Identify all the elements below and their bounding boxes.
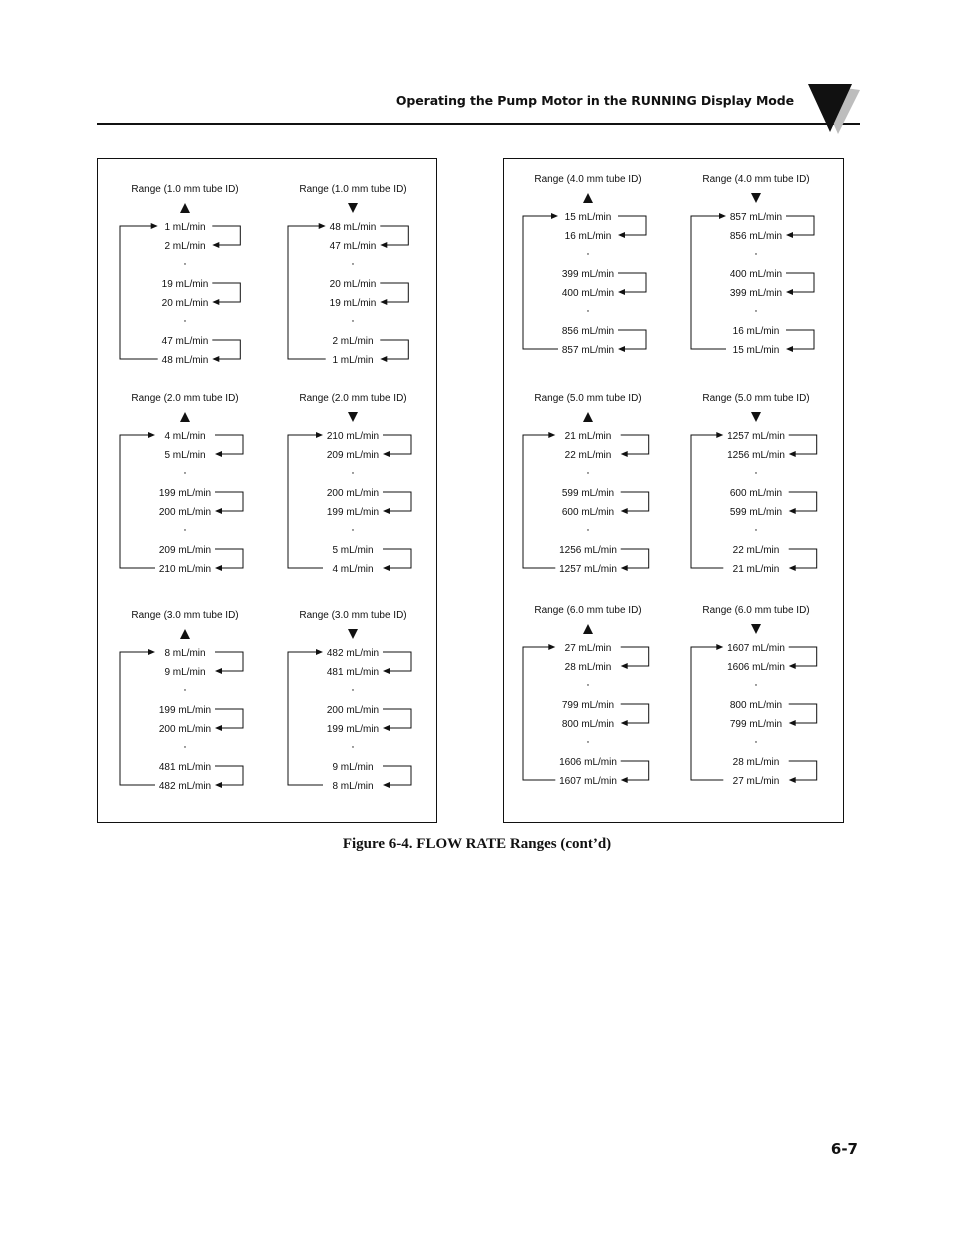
flow-value: 8 mL/min	[164, 648, 206, 659]
range-title: Range (4.0 mm tube ID)	[534, 174, 642, 185]
figure-caption: Figure 6-4. FLOW RATE Ranges (cont’d)	[342, 836, 612, 852]
ellipsis-dot	[352, 320, 353, 321]
flow-value: 400 mL/min	[729, 269, 783, 280]
wrap-connector	[523, 647, 555, 780]
flow-value: 482 mL/min	[326, 648, 380, 659]
step-connector	[380, 283, 408, 302]
left-arrowhead-icon	[789, 508, 796, 514]
left-arrowhead-icon	[618, 346, 625, 352]
flow-value: 600 mL/min	[729, 488, 783, 499]
flow-value: 800 mL/min	[561, 719, 615, 730]
left-arrowhead-icon	[786, 346, 793, 352]
right-arrowhead-icon	[316, 432, 323, 438]
flow-value: 28 mL/min	[732, 757, 780, 768]
left-arrowhead-icon	[215, 725, 222, 731]
down-arrow-icon	[751, 412, 761, 422]
step-connector	[621, 761, 649, 780]
flow-value: 200 mL/min	[158, 507, 212, 518]
ellipsis-dot	[587, 253, 588, 254]
ellipsis-dot	[184, 263, 185, 264]
flow-value: 15 mL/min	[732, 345, 780, 356]
wrap-connector	[288, 652, 323, 785]
right-arrowhead-icon	[719, 213, 726, 219]
right-arrowhead-icon	[148, 649, 155, 655]
left-arrowhead-icon	[621, 777, 628, 783]
right-arrowhead-icon	[716, 644, 723, 650]
left-arrowhead-icon	[789, 720, 796, 726]
step-connector	[380, 340, 408, 359]
left-arrowhead-icon	[789, 777, 796, 783]
flow-value: 16 mL/min	[564, 231, 612, 242]
left-arrowhead-icon	[212, 242, 219, 248]
step-connector	[215, 549, 243, 568]
step-connector	[215, 652, 243, 671]
step-connector	[215, 766, 243, 785]
flow-value: 1607 mL/min	[559, 776, 617, 787]
step-connector	[212, 340, 240, 359]
ellipsis-dot	[755, 253, 756, 254]
step-connector	[789, 492, 817, 511]
flow-value: 1 mL/min	[164, 222, 206, 233]
left-arrowhead-icon	[380, 356, 387, 362]
up-arrow-icon	[180, 629, 190, 639]
flow-value: 200 mL/min	[326, 705, 380, 716]
flow-value: 399 mL/min	[561, 269, 615, 280]
flow-value: 599 mL/min	[561, 488, 615, 499]
down-arrow-icon	[348, 629, 358, 639]
flow-value: 400 mL/min	[561, 288, 615, 299]
flow-value: 856 mL/min	[561, 326, 615, 337]
ellipsis-dot	[352, 263, 353, 264]
left-arrowhead-icon	[212, 356, 219, 362]
flow-value: 1 mL/min	[332, 355, 374, 366]
flow-range-12	[691, 605, 817, 787]
down-arrow-icon	[348, 412, 358, 422]
ellipsis-dot	[587, 529, 588, 530]
right-arrowhead-icon	[151, 223, 158, 229]
range-title: Range (2.0 mm tube ID)	[131, 393, 239, 404]
step-connector	[786, 330, 814, 349]
step-connector	[621, 549, 649, 568]
left-arrowhead-icon	[383, 508, 390, 514]
ellipsis-dot	[184, 320, 185, 321]
range-title: Range (6.0 mm tube ID)	[702, 605, 810, 616]
step-connector	[789, 549, 817, 568]
down-arrow-icon	[348, 203, 358, 213]
step-connector	[618, 330, 646, 349]
ellipsis-dot	[755, 472, 756, 473]
wrap-connector	[691, 647, 723, 780]
flow-value: 22 mL/min	[564, 450, 612, 461]
down-arrow-icon	[751, 193, 761, 203]
wrap-connector	[523, 435, 555, 568]
step-connector	[383, 709, 411, 728]
flow-value: 482 mL/min	[158, 781, 212, 792]
step-connector	[215, 709, 243, 728]
left-arrowhead-icon	[215, 782, 222, 788]
ellipsis-dot	[755, 529, 756, 530]
flow-value: 799 mL/min	[561, 700, 615, 711]
flow-value: 47 mL/min	[329, 241, 377, 252]
step-connector	[215, 492, 243, 511]
flow-value: 1257 mL/min	[559, 564, 617, 575]
ellipsis-dot	[184, 529, 185, 530]
flow-value: 209 mL/min	[326, 450, 380, 461]
step-connector	[383, 492, 411, 511]
wrap-connector	[288, 226, 326, 359]
flow-value: 199 mL/min	[158, 488, 212, 499]
step-connector	[618, 216, 646, 235]
flow-range-10	[691, 393, 817, 575]
flow-value: 481 mL/min	[158, 762, 212, 773]
flow-value: 209 mL/min	[158, 545, 212, 556]
ellipsis-dot	[755, 741, 756, 742]
flow-value: 21 mL/min	[564, 431, 612, 442]
step-connector	[383, 766, 411, 785]
ellipsis-dot	[352, 746, 353, 747]
flow-value: 27 mL/min	[732, 776, 780, 787]
step-connector	[212, 226, 240, 245]
flow-value: 1257 mL/min	[727, 431, 785, 442]
step-connector	[621, 435, 649, 454]
step-connector	[621, 704, 649, 723]
flow-value: 1607 mL/min	[727, 643, 785, 654]
step-connector	[789, 761, 817, 780]
flow-value: 9 mL/min	[164, 667, 206, 678]
flow-range-3	[120, 393, 243, 575]
flow-range-4	[288, 393, 411, 575]
flow-value: 200 mL/min	[158, 724, 212, 735]
up-arrow-icon	[583, 193, 593, 203]
flow-value: 199 mL/min	[326, 724, 380, 735]
ellipsis-dot	[755, 684, 756, 685]
ellipsis-dot	[587, 684, 588, 685]
step-connector	[786, 216, 814, 235]
ellipsis-dot	[184, 472, 185, 473]
step-connector	[621, 492, 649, 511]
step-connector	[380, 226, 408, 245]
right-arrowhead-icon	[316, 649, 323, 655]
step-connector	[621, 647, 649, 666]
range-title: Range (6.0 mm tube ID)	[534, 605, 642, 616]
left-arrowhead-icon	[786, 289, 793, 295]
flow-value: 9 mL/min	[332, 762, 374, 773]
ellipsis-dot	[184, 746, 185, 747]
range-title: Range (1.0 mm tube ID)	[131, 184, 239, 195]
flow-value: 857 mL/min	[729, 212, 783, 223]
flow-value: 599 mL/min	[729, 507, 783, 518]
right-arrowhead-icon	[148, 432, 155, 438]
wrap-connector	[691, 435, 723, 568]
flow-value: 200 mL/min	[326, 488, 380, 499]
wrap-connector	[120, 226, 158, 359]
ellipsis-dot	[587, 310, 588, 311]
flow-value: 22 mL/min	[732, 545, 780, 556]
left-arrowhead-icon	[380, 299, 387, 305]
left-arrowhead-icon	[621, 663, 628, 669]
step-connector	[789, 435, 817, 454]
flow-range-5	[120, 610, 243, 792]
step-connector	[789, 647, 817, 666]
running-header-title: Operating the Pump Motor in the RUNNING Display Mode	[395, 93, 794, 108]
left-arrowhead-icon	[215, 508, 222, 514]
range-title: Range (3.0 mm tube ID)	[131, 610, 239, 621]
left-arrowhead-icon	[215, 565, 222, 571]
ellipsis-dot	[755, 310, 756, 311]
up-arrow-icon	[583, 624, 593, 634]
flow-value: 856 mL/min	[729, 231, 783, 242]
flow-value: 481 mL/min	[326, 667, 380, 678]
range-title: Range (5.0 mm tube ID)	[534, 393, 642, 404]
flow-value: 5 mL/min	[332, 545, 374, 556]
flow-value: 1606 mL/min	[559, 757, 617, 768]
flow-value: 5 mL/min	[164, 450, 206, 461]
flow-range-2	[288, 184, 408, 366]
range-title: Range (5.0 mm tube ID)	[702, 393, 810, 404]
flow-value: 799 mL/min	[729, 719, 783, 730]
left-arrowhead-icon	[383, 668, 390, 674]
left-arrowhead-icon	[383, 782, 390, 788]
range-title: Range (4.0 mm tube ID)	[702, 174, 810, 185]
flow-value: 19 mL/min	[161, 279, 209, 290]
flow-value: 20 mL/min	[329, 279, 377, 290]
right-arrowhead-icon	[548, 432, 555, 438]
flow-value: 48 mL/min	[329, 222, 377, 233]
step-connector	[215, 435, 243, 454]
wrap-connector	[691, 216, 726, 349]
step-connector	[383, 549, 411, 568]
left-arrowhead-icon	[621, 451, 628, 457]
step-connector	[383, 435, 411, 454]
flow-value: 2 mL/min	[332, 336, 374, 347]
left-arrowhead-icon	[380, 242, 387, 248]
range-title: Range (1.0 mm tube ID)	[299, 184, 407, 195]
flow-value: 15 mL/min	[564, 212, 612, 223]
flow-value: 1606 mL/min	[727, 662, 785, 673]
flow-value: 48 mL/min	[161, 355, 209, 366]
range-title: Range (3.0 mm tube ID)	[299, 610, 407, 621]
wrap-connector	[120, 652, 155, 785]
flow-value: 1256 mL/min	[559, 545, 617, 556]
flow-value: 199 mL/min	[158, 705, 212, 716]
ellipsis-dot	[352, 689, 353, 690]
flow-range-9	[523, 393, 649, 575]
left-arrowhead-icon	[618, 289, 625, 295]
ellipsis-dot	[587, 741, 588, 742]
page-number: 6-7	[830, 1140, 858, 1158]
flow-value: 399 mL/min	[729, 288, 783, 299]
flow-value: 8 mL/min	[332, 781, 374, 792]
flow-value: 210 mL/min	[158, 564, 212, 575]
wrap-connector	[120, 435, 155, 568]
flow-range-7	[523, 174, 646, 356]
step-connector	[789, 704, 817, 723]
flow-value: 1256 mL/min	[727, 450, 785, 461]
range-title: Range (2.0 mm tube ID)	[299, 393, 407, 404]
flow-value: 47 mL/min	[161, 336, 209, 347]
flow-value: 857 mL/min	[561, 345, 615, 356]
left-arrowhead-icon	[383, 725, 390, 731]
flow-value: 210 mL/min	[326, 431, 380, 442]
left-arrowhead-icon	[789, 663, 796, 669]
down-arrow-icon	[751, 624, 761, 634]
up-arrow-icon	[583, 412, 593, 422]
left-arrowhead-icon	[621, 508, 628, 514]
up-arrow-icon	[180, 203, 190, 213]
flow-value: 19 mL/min	[329, 298, 377, 309]
wrap-connector	[288, 435, 323, 568]
left-arrowhead-icon	[215, 451, 222, 457]
flow-range-6	[288, 610, 411, 792]
flow-value: 16 mL/min	[732, 326, 780, 337]
left-arrowhead-icon	[215, 668, 222, 674]
flow-range-8	[691, 174, 814, 356]
flow-value: 20 mL/min	[161, 298, 209, 309]
left-arrowhead-icon	[789, 565, 796, 571]
right-arrowhead-icon	[551, 213, 558, 219]
flow-value: 4 mL/min	[332, 564, 374, 575]
step-connector	[383, 652, 411, 671]
flow-value: 27 mL/min	[564, 643, 612, 654]
left-arrowhead-icon	[786, 232, 793, 238]
wrap-connector	[523, 216, 558, 349]
left-arrowhead-icon	[789, 451, 796, 457]
flow-range-1	[120, 184, 240, 366]
up-arrow-icon	[180, 412, 190, 422]
left-arrowhead-icon	[212, 299, 219, 305]
ellipsis-dot	[184, 689, 185, 690]
ellipsis-dot	[587, 472, 588, 473]
step-connector	[618, 273, 646, 292]
flow-value: 4 mL/min	[164, 431, 206, 442]
flow-value: 600 mL/min	[561, 507, 615, 518]
right-arrowhead-icon	[319, 223, 326, 229]
flow-value: 28 mL/min	[564, 662, 612, 673]
left-arrowhead-icon	[621, 565, 628, 571]
left-arrowhead-icon	[618, 232, 625, 238]
ellipsis-dot	[352, 529, 353, 530]
step-connector	[212, 283, 240, 302]
step-connector	[786, 273, 814, 292]
right-arrowhead-icon	[548, 644, 555, 650]
flow-value: 21 mL/min	[732, 564, 780, 575]
flow-range-11	[523, 605, 649, 787]
flow-value: 2 mL/min	[164, 241, 206, 252]
flow-value: 800 mL/min	[729, 700, 783, 711]
left-arrowhead-icon	[621, 720, 628, 726]
right-arrowhead-icon	[716, 432, 723, 438]
left-arrowhead-icon	[383, 565, 390, 571]
flow-value: 199 mL/min	[326, 507, 380, 518]
ellipsis-dot	[352, 472, 353, 473]
left-arrowhead-icon	[383, 451, 390, 457]
